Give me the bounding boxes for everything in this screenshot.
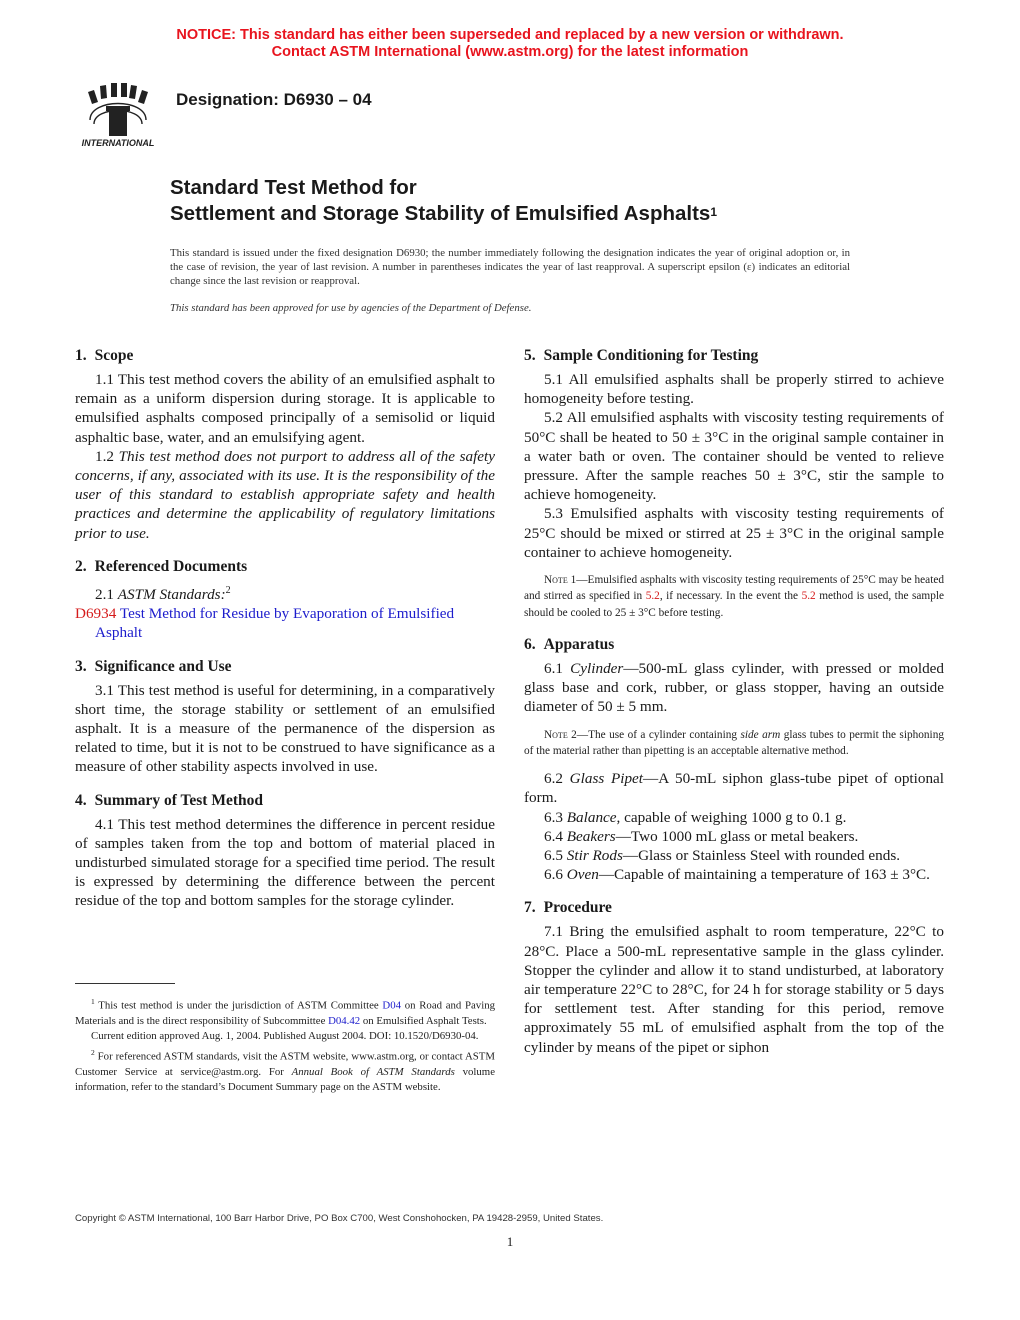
section-sample-conditioning [524,346,944,621]
paragraph-6-2: 6.2 Glass Pipet—A 50-mL siphon glass-tube pipet of optional form. [524,770,945,807]
note-link-5-2-second[interactable]: 5.2 [801,590,816,603]
section-heading: 3. Significance and Use [75,657,232,675]
footnotes [75,994,495,1096]
right-column [524,346,944,1071]
section-heading: 1. Scope [75,347,134,364]
page-number: 1 [506,1234,514,1249]
copyright-line: Copyright © ASTM International, 100 Barr Harbor Drive, PO Box C700, West Conshohocken, PA 19428-2959, United States. [75,1213,604,1224]
notice-line-1: NOTICE: This standard has either been superseded and replaced by a new version or withdrawn. [176,27,844,43]
section-heading: 4. Summary of Test Method [75,791,263,809]
paragraph-5-2: 5.2 All emulsified asphalts with viscosity testing requirements of 50°C shall be heated to 50 ± 3°C in the original sample container in a water bath or oven. The container should be vented to relieve pressure. After the sample reaches 50 ± 3°C, stir the sample to achieve homogeneity. [524,409,944,504]
footnote-2: $^2$ For referenced ASTM standards, visit the ASTM website, www.astm.org, or contact ASTM Customer Service at service@astm.org. For Annual Book of ASTM Standards volume information, refer to the standard’s Document Summary page on the ASTM website. [75,1047,495,1094]
section-heading: 2. Referenced Documents [75,557,248,575]
designation: Designation: D6930 – 04 [176,90,372,109]
paragraph-5-1: 5.1 All emulsified asphalts shall be properly stirred to achieve homogeneity before testing. [524,371,944,408]
paragraph-7-1: 7.1 Bring the emulsified asphalt to room temperature, 22°C to 28°C. Place a 500-mL representative sample in the glass cylinder. Stopper the cylinder and allow it to stand undisturbed, at laboratory air temperature 22°C to 28°C, for 24 h for storage stability or 5 days for settlement test. After standing for this period, remove approximately 55 mL of emulsified asphalt from the top of the cylinder by means of the pipet or siphon [524,923,944,1056]
paragraph-6-3: 6.3 Balance, capable of weighing 1000 g to 0.1 g. [544,808,847,826]
paragraph-1-2: 1.2 This test method does not purport to address all of the safety concerns, if any, associated with its use. It is the responsibility of the user of this standard to establish appropriate safety and health practices and determine the applicability of regulatory limitations prior to use. [75,447,495,542]
paragraph-6-6: 6.6 Oven—Capable of maintaining a temperature of 163 ± 3°C. [544,866,930,884]
svg-text:INTERNATIONAL: INTERNATIONAL [81,138,155,148]
reference-d6934[interactable] [75,604,495,642]
section-procedure [524,898,944,1056]
notice-line-2: Contact ASTM International (www.astm.org) for the latest information [271,44,749,60]
reference-code-link[interactable]: D6934 [75,605,117,623]
footnote-divider [75,983,175,984]
paragraph-4-1: 4.1 This test method determines the difference in percent residue of samples taken from the top and bottom of material placed in undisturbed simulated storage for a specified time period. The result is expressed by determining the difference between the percent residue of the top and bottom samples for the storage cylinder. [75,815,495,910]
paragraph-5-3: 5.3 Emulsified asphalts with viscosity testing requirements of 25°C should be mixed or stirred at 25 ± 3°C in the original sample container to achieve homogeneity. [524,505,944,561]
title-line-2: Settlement and Storage Stability of Emulsified Asphalts$^1$ [170,202,717,225]
subcommittee-d04-42-link[interactable]: D04.42 [328,1015,361,1027]
issue-statement: This standard is issued under the fixed designation D6930; the number immediately following the designation indicates the year of original adoption or, in the case of revision, the year of last revision. A number in parentheses indicates the year of last reapproval. A superscript epsilon (ε) indicates an editorial change since the last revision or reapproval. [170,247,850,288]
paragraph-6-4: 6.4 Beakers—Two 1000 mL glass or metal beakers. [544,827,859,845]
title-line-1: Standard Test Method for [170,176,417,199]
section-apparatus [524,635,944,884]
section-heading: 5. Sample Conditioning for Testing [524,347,759,364]
section-significance [75,657,495,777]
paragraph-6-5: 6.5 Stir Rods—Glass or Stainless Steel with rounded ends. [544,846,901,864]
committee-d04-link[interactable]: D04 [382,999,402,1012]
section-heading: 7. Procedure [524,899,612,917]
section-summary [75,791,495,911]
dod-approval-statement: This standard has been approved for use by agencies of the Department of Defense. [170,302,532,314]
astm-logo [76,80,160,150]
title-footnote-mark: 1 [710,205,717,219]
note-2: Note 2—The use of a cylinder containing side arm glass tubes to permit the siphoning of the material rather than pipetting is an acceptable alternative method. [524,728,944,757]
withdrawn-notice [0,27,1020,61]
left-column [75,346,495,925]
note-link-5-2[interactable]: 5.2 [645,590,660,603]
paragraph-1-1: 1.1 This test method covers the ability of an emulsified asphalt to remain as a uniform dispersion during storage. It is applicable to emulsified asphalts composed principally of a semisolid or liquid asphaltic base, water, and an emulsifying agent. [75,371,495,446]
paragraph-6-1: 6.1 Cylinder—500-mL glass cylinder, with pressed or molded glass base and cork, rubber, or glass stopper, having an outside diameter of 50 ± 5 mm. [524,659,945,716]
document-title [170,175,717,227]
section-scope [75,346,495,543]
paragraph-2-1: 2.1 ASTM Standards:$^2$ [95,584,231,603]
reference-title-link[interactable]: Test Method for Residue by Evaporation of Emulsified Asphalt [95,605,455,642]
footnote-1: $^1$ This test method is under the jurisdiction of ASTM Committee D04 on Road and Paving Materials and is the direct responsibility of Subcommittee D04.42 on Emulsified Asphalt Tests. [75,997,495,1027]
note-1: Note 1—Emulsified asphalts with viscosity testing requirements of 25°C may be heated and stirred as specified in 5.2, if necessary. In the event the 5.2 method is used, the sample should be cooled to 25 ± 3°C before testing. [524,574,944,619]
section-referenced-documents [75,557,495,643]
paragraph-3-1: 3.1 This test method is useful for determining, in a comparatively short time, the storage stability or settlement of an emulsified asphalt. It is a measure of the permanence of the dispersion as related to time, but it is not to be construed to have significance as a measure of other stability aspects involved in use. [75,681,495,776]
section-heading: 6. Apparatus [524,635,615,653]
footnote-1-edition: Current edition approved Aug. 1, 2004. Published August 2004. DOI: 10.1520/D6930-04. [91,1030,479,1043]
